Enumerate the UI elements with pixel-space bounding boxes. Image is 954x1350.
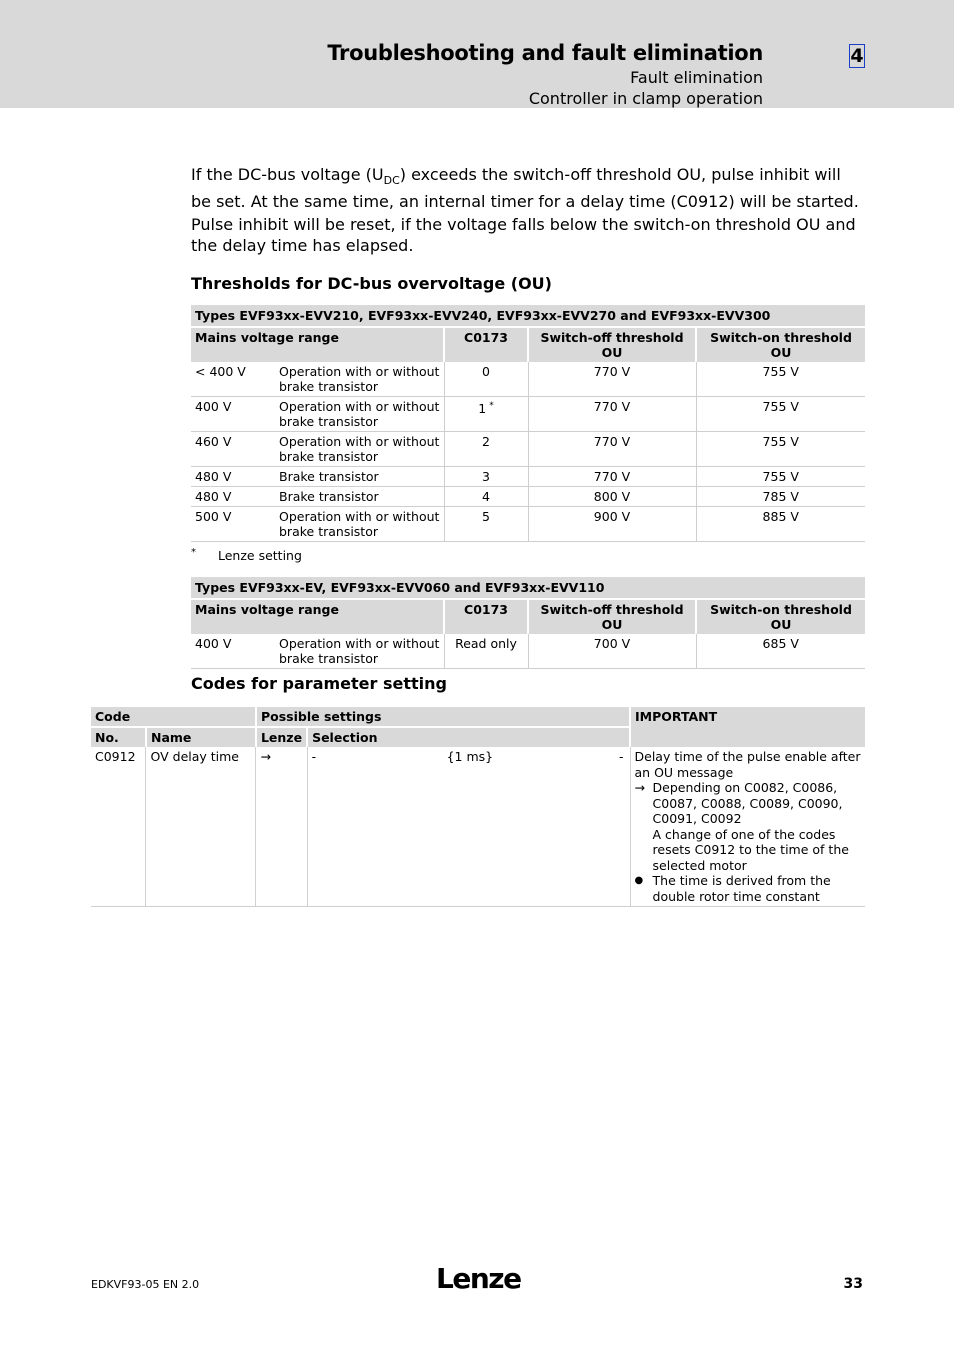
cell-desc <box>275 362 444 397</box>
cell-off-text: 770 V <box>593 364 631 379</box>
list-item <box>635 780 861 873</box>
cell-off <box>528 507 696 542</box>
table1-header-voltage: Mains voltage range <box>195 330 339 345</box>
table-row <box>191 487 865 507</box>
list-item <box>635 873 861 904</box>
codes-table <box>91 707 865 907</box>
cell-off <box>528 362 696 397</box>
cell-important <box>630 747 865 907</box>
table1-header-code: C0173 <box>444 327 528 362</box>
cell-code-text: 5 <box>482 509 490 524</box>
cell-on-text: 885 V <box>762 509 799 524</box>
important-list <box>635 780 861 904</box>
cell-off <box>528 432 696 467</box>
cell-voltage <box>191 397 275 432</box>
cell-desc <box>275 487 444 507</box>
cell-desc-text: Operation with or without brake transistor <box>279 364 440 394</box>
bullet-icon: ● <box>634 875 644 886</box>
cell-on-text: 755 V <box>762 434 799 449</box>
footnote-marker: * <box>489 401 494 411</box>
intro-text-a: If the DC-bus voltage (U <box>191 165 384 184</box>
table-row <box>191 362 865 397</box>
section-heading-codes: Codes for parameter setting <box>191 674 447 693</box>
chapter-number: 4 <box>850 45 864 67</box>
arrow-right-icon: → <box>634 780 645 795</box>
intro-text-b: ) exceeds the switch-off threshold OU, pulse inhibit will be set. At the same time, an internal timer for a delay time (C0912) will be started. <box>191 165 859 212</box>
cell-lenze: → <box>256 747 307 907</box>
table1-caption: Types EVF93xx-EVV210, EVF93xx-EVV240, EVF93xx-EVV270 and EVF93xx-EVV300 <box>195 308 771 323</box>
table1-header-off: Switch-off threshold OU <box>528 327 696 362</box>
cell-off-text: 770 V <box>593 434 631 449</box>
cell-on: 685 V <box>696 634 865 669</box>
cell-on-text: 755 V <box>762 469 799 484</box>
thresholds-table-2 <box>191 577 865 669</box>
cell-code-text: 1 <box>478 401 487 417</box>
cell-desc-text: Operation with or without brake transistor <box>279 434 440 464</box>
important-item-2: The time is derived from the double rotor time constant <box>652 873 831 904</box>
cell-voltage-text: 500 V <box>195 509 232 524</box>
cell-code-text: 2 <box>482 434 490 449</box>
section-heading-thresholds: Thresholds for DC-bus overvoltage (OU) <box>191 274 552 293</box>
selection-step: {1 ms} <box>446 749 494 764</box>
cell-code-text: 4 <box>482 489 490 504</box>
cell-code-text: 3 <box>482 469 490 484</box>
cell-selection <box>307 747 630 907</box>
selection-min: - <box>311 749 317 764</box>
table-row <box>191 432 865 467</box>
intro-subscript: DC <box>383 174 400 188</box>
cell-off-text: 770 V <box>593 399 631 414</box>
cell-off <box>528 397 696 432</box>
table-row <box>191 634 865 669</box>
page-title: Troubleshooting and fault elimination <box>327 41 763 65</box>
codes-header-selection: Selection <box>307 727 630 747</box>
cell-desc: Operation with or without brake transistor <box>275 634 444 669</box>
cell-code-no: C0912 <box>91 747 146 907</box>
codes-header-important: IMPORTANT <box>635 709 718 724</box>
cell-on <box>696 397 865 432</box>
cell-voltage-text: < 400 V <box>195 364 246 379</box>
cell-code-text: 0 <box>482 364 490 379</box>
cell-code <box>444 397 528 432</box>
cell-desc <box>275 397 444 432</box>
cell-on-text: 755 V <box>762 364 799 379</box>
cell-voltage <box>191 362 275 397</box>
footnote-text: Lenze setting <box>218 548 302 563</box>
table2-header-on: Switch-on threshold OU <box>696 599 865 634</box>
reset-paragraph: Pulse inhibit will be reset, if the voltage falls below the switch-on threshold OU and the delay time has elapsed. <box>191 215 856 255</box>
important-item-1a: Depending on C0082, C0086, C0087, C0088, C0089, C0090, C0091, C0092 <box>652 780 843 826</box>
cell-on <box>696 432 865 467</box>
table-row <box>91 747 865 907</box>
table2-header-voltage: Mains voltage range <box>195 602 339 617</box>
lenze-logo: Lenze <box>436 1262 521 1295</box>
cell-voltage: 400 V <box>191 634 275 669</box>
footnote-mark: * <box>191 547 196 558</box>
important-item-1b: A change of one of the codes resets C0912 to the time of the selected motor <box>652 826 849 873</box>
intro-paragraph <box>191 164 865 212</box>
cell-off-text: 770 V <box>593 469 631 484</box>
cell-off <box>528 487 696 507</box>
codes-header-code: Code <box>91 707 256 727</box>
page-subtitle-1: Fault elimination <box>630 68 763 87</box>
cell-off-text: 800 V <box>593 489 631 504</box>
table2-header-code: C0173 <box>444 599 528 634</box>
cell-desc <box>275 432 444 467</box>
page-header <box>0 0 954 108</box>
codes-header-name: Name <box>146 727 256 747</box>
cell-voltage <box>191 432 275 467</box>
cell-desc-text: Brake transistor <box>279 489 379 504</box>
cell-voltage-text: 480 V <box>195 469 232 484</box>
codes-header-lenze: Lenze <box>256 727 307 747</box>
table2-caption: Types EVF93xx-EV, EVF93xx-EVV060 and EVF93xx-EVV110 <box>195 580 605 595</box>
important-intro: Delay time of the pulse enable after an OU message <box>634 749 861 780</box>
table-row <box>191 507 865 542</box>
cell-on-text: 755 V <box>762 399 799 414</box>
cell-desc <box>275 507 444 542</box>
cell-voltage <box>191 507 275 542</box>
cell-on <box>696 467 865 487</box>
cell-code <box>444 467 528 487</box>
cell-off: 700 V <box>528 634 696 669</box>
document-code: EDKVF93-05 EN 2.0 <box>91 1278 200 1291</box>
cell-desc-text: Operation with or without brake transistor <box>279 399 440 429</box>
table2-header-off: Switch-off threshold OU <box>528 599 696 634</box>
codes-header-possible: Possible settings <box>256 707 630 727</box>
thresholds-table-1 <box>191 305 865 542</box>
cell-code <box>444 507 528 542</box>
cell-on <box>696 362 865 397</box>
cell-code: Read only <box>444 634 528 669</box>
cell-voltage-text: 480 V <box>195 489 232 504</box>
page-subtitle-2: Controller in clamp operation <box>528 89 763 108</box>
cell-code-name: OV delay time <box>146 747 256 907</box>
cell-code <box>444 487 528 507</box>
table1-header-on: Switch-on threshold OU <box>696 327 865 362</box>
cell-voltage-text: 460 V <box>195 434 232 449</box>
table-row <box>191 397 865 432</box>
cell-voltage-text: 400 V <box>195 399 232 414</box>
cell-code <box>444 362 528 397</box>
cell-off-text: 900 V <box>593 509 631 524</box>
selection-max: - <box>619 749 624 764</box>
cell-voltage <box>191 487 275 507</box>
cell-voltage <box>191 467 275 487</box>
cell-desc-text: Operation with or without brake transistor <box>279 509 440 539</box>
cell-desc-text: Brake transistor <box>279 469 379 484</box>
cell-on-text: 785 V <box>762 489 799 504</box>
page-number: 33 <box>843 1276 863 1292</box>
cell-on <box>696 507 865 542</box>
codes-header-no: No. <box>91 727 146 747</box>
cell-desc <box>275 467 444 487</box>
table-row <box>191 467 865 487</box>
cell-on <box>696 487 865 507</box>
cell-code <box>444 432 528 467</box>
cell-off <box>528 467 696 487</box>
